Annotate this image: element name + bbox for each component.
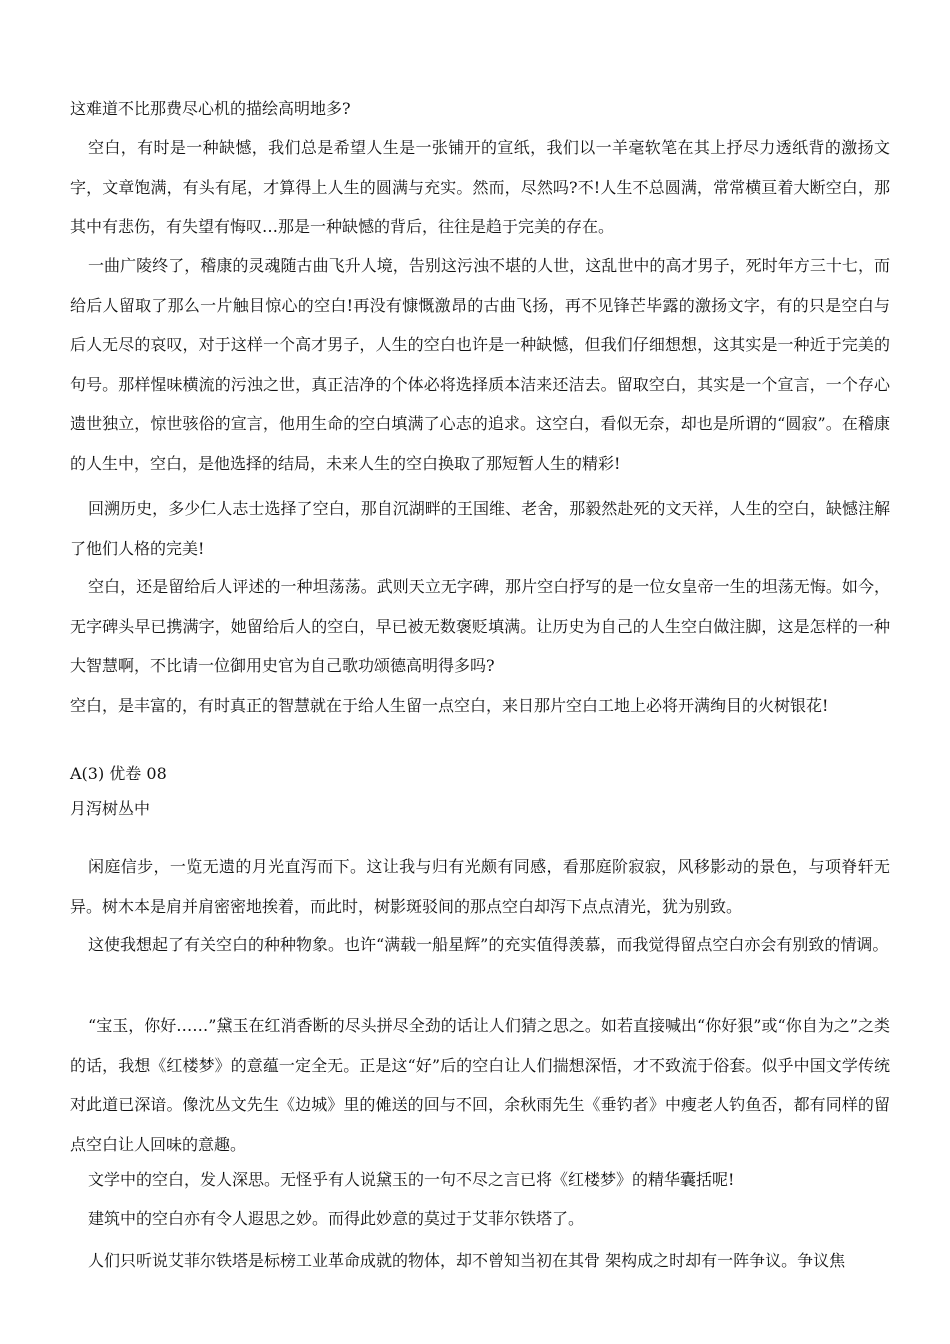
paragraph-eiffel: 人们只听说艾菲尔铁塔是标榜工业革命成就的物体，却不曾知当初在其骨 架构成之时却有一阵争议。争议焦	[88, 1251, 846, 1270]
essay-title: 月泻树丛中	[70, 799, 151, 818]
paragraph-ji-kang: 一曲广陵终了，稽康的灵魂随古曲飞升人境，告别这污浊不堪的人世，这乱世中的高才男子，死时年方三十七，而给后人留取了那么一片触目惊心的空白!再没有慷慨激昂的古曲飞扬，再不见锋芒毕露的激扬文字，有的只是空白与后人无尽的哀叹，对于这样一个高才男子，人生的空白也许是一种缺憾，但我们仔细想想，这其实是一种近于完美的句号。那样惺味横流的污浊之世，真正洁净的个体必将选择质本洁来还洁去。留取空白，其实是一个宣言，一个存心遗世独立，惊世骇俗的宣言，他用生命的空白填满了心志的追求。这空白，看似无奈，却也是所谓的“圆寂”。在稽康的人生中，空白，是他选择的结局，未来人生的空白换取了那短暂人生的精彩!	[70, 256, 890, 473]
paragraph-architecture: 建筑中的空白亦有令人遐思之妙。而得此妙意的莫过于艾菲尔铁塔了。	[88, 1209, 585, 1228]
paragraph-imagery: 这使我想起了有关空白的种种物象。也许“满载一船星辉”的充实值得羡慕，而我觉得留点空白亦会有别致的情调。	[88, 935, 889, 954]
paragraph-blank-regret: 空白，有时是一种缺憾，我们总是希望人生是一张铺开的宣纸，我们以一羊毫软笔在其上抒尽力透纸背的激扬文字，文章饱满，有头有尾，才算得上人生的圆满与充实。然而，尽然吗?不!人生不总圆满，常常横亘着大断空白，那其中有悲伤，有失望有悔叹…那是一种缺憾的背后，往往是趋于完美的存在。	[70, 138, 890, 236]
paragraph-moonlight: 闲庭信步，一览无遗的月光直泻而下。这让我与归有光颇有同感，看那庭阶寂寂，风移影动的景色，与项脊轩无异。树木本是肩并肩密密地挨着，而此时，树影斑驳间的那点空白却泻下点点清光，犹为别致。	[70, 857, 890, 916]
paragraph-conclusion: 空白，是丰富的，有时真正的智慧就在于给人生留一点空白，来日那片空白工地上必将开满绚目的火树银花!	[70, 696, 829, 715]
paragraph-wu-zetian: 空白，还是留给后人评述的一种坦荡荡。武则天立无字碑，那片空白抒写的是一位女皇帝一生的坦荡无悔。如今，无字碑头早已携满字，她留给后人的空白，早已被无数褒贬填满。让历史为自己的人生空白做注脚，这是怎样的一种大智慧啊，不比请一位御用史官为自己歌功颂德高明得多吗?	[70, 577, 890, 675]
paragraph-literature-blank: 文学中的空白，发人深思。无怪乎有人说黛玉的一句不尽之言已将《红楼梦》的精华囊括呢!	[88, 1170, 735, 1189]
section-label: A(3) 优卷 08	[70, 764, 167, 783]
paragraph-history: 回溯历史，多少仁人志士选择了空白，那自沉湖畔的王国维、老舍，那毅然赴死的文天祥，人生的空白，缺憾注解了他们人格的完美!	[70, 499, 890, 558]
paragraph-intro-line: 这难道不比那费尽心机的描绘高明地多?	[70, 99, 351, 118]
paragraph-daiyu: “宝玉，你好……”黛玉在红消香断的尽头拼尽全劲的话让人们猜之思之。如若直接喊出“你好狠”或“你自为之”之类的话，我想《红楼梦》的意蕴一定全无。正是这“好”后的空白让人们揣想深悟，才不致流于俗套。似乎中国文学传统对此道已深谙。像沈丛文先生《边城》里的傩送的回与不回，余秋雨先生《垂钓者》中瘦老人钓鱼否，都有同样的留点空白让人回味的意趣。	[70, 1016, 890, 1154]
